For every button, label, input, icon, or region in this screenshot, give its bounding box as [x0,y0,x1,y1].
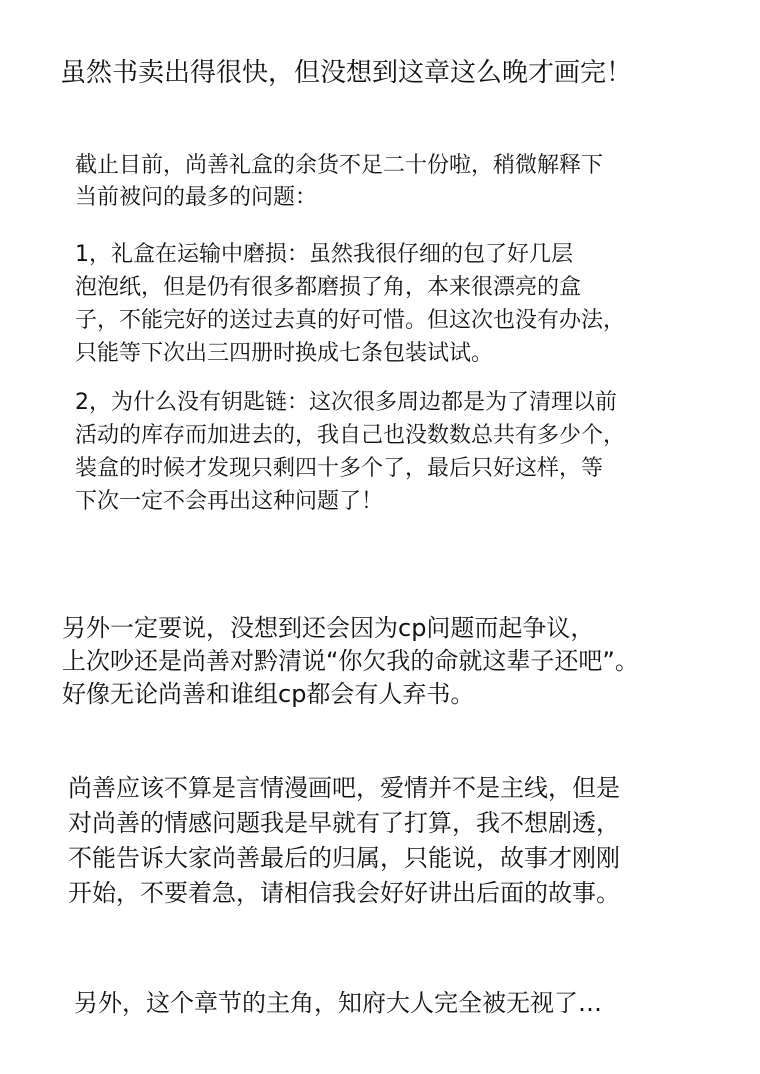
faq-item-line: 装盒的时候才发现只剩四十多个了，最后只好这样，等 [75,456,604,481]
faq-item-line: 1，礼盒在运输中磨损：虽然我很仔细的包了好几层 [75,242,573,267]
paragraph-line: 对尚善的情感问题我是早就有了打算，我不想剧透， [68,809,620,837]
faq-item-line: 2，为什么没有钥匙链：这次很多周边都是为了清理以前 [75,390,617,415]
paragraph-line: 另外，这个章节的主角，知府大人完全被无视了… [74,989,602,1017]
faq-item-line: 泡泡纸，但是仍有很多都磨损了角，本来很漂亮的盒 [75,275,582,300]
paragraph-line: 另外一定要说，没想到还会因为cp问题而起争议， [62,614,595,642]
paragraph-line: 好像无论尚善和谁组cp都会有人弃书。 [62,680,475,708]
faq-item-line: 子，不能完好的送过去真的好可惜。但这次也没有办法， [75,308,626,333]
closing-paragraph [74,985,602,1021]
paragraph-line: 上次吵还是尚善对黔清说“你欠我的命就这辈子还吧”。 [62,647,639,675]
faq-item-line: 下次一定不会再出这种问题了！ [75,489,384,514]
faq-item-line: 活动的库存而加进去的，我自己也没数数总共有多少个， [75,423,626,448]
paragraph-line: 尚善应该不算是言情漫画吧，爱情并不是主线，但是 [68,774,620,802]
paragraph-line: 不能告诉大家尚善最后的归属，只能说，故事才刚刚 [68,844,620,872]
romance-paragraph [68,771,620,911]
intro-line: 截止目前，尚善礼盒的余货不足二十份啦，稍微解释下 [75,153,604,178]
faq-item-line: 只能等下次出三四册时换成七条包装试试。 [75,341,494,366]
heading-text: 虽然书卖出得很快，但没想到这章这么晚才画完！ [60,58,633,88]
intro-paragraph [75,150,603,214]
intro-line: 当前被问的最多的问题： [75,185,318,210]
faq-item-keychain [75,386,625,518]
heading [60,55,632,91]
cp-paragraph [62,612,639,711]
paragraph-line: 开始，不要着急，请相信我会好好讲出后面的故事。 [68,879,620,907]
faq-item-packaging [75,238,625,370]
